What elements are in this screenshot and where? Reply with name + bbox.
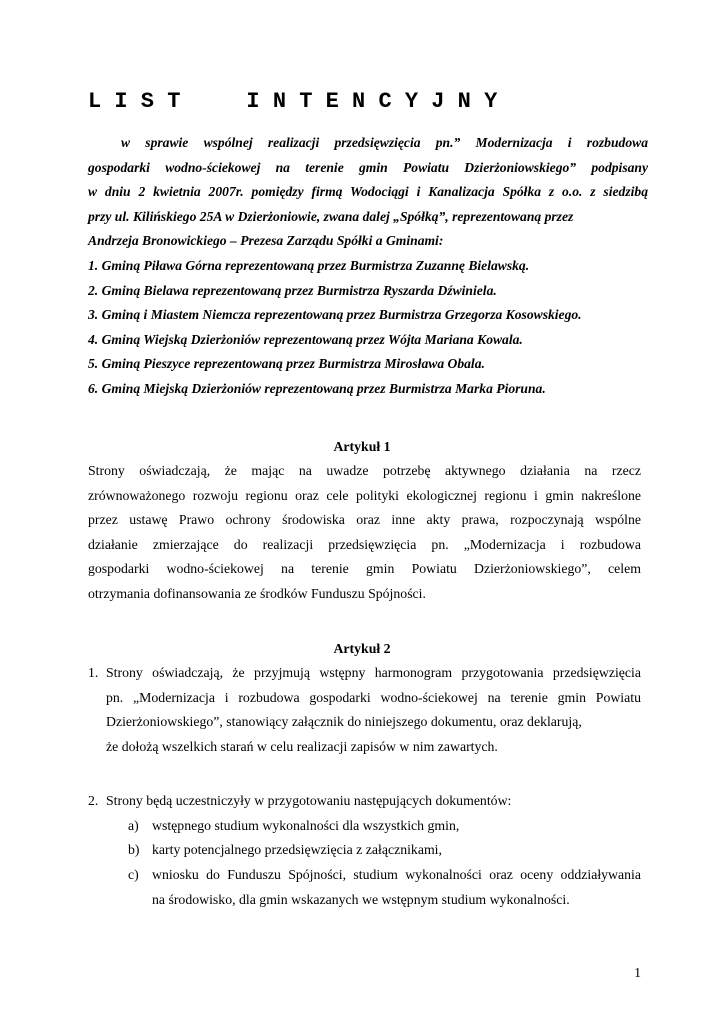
document-title: L I S T I N T E N C Y J N Y: [88, 89, 498, 114]
party-line: 6. Gminą Miejską Dzierżoniów reprezentowaną przez Burmistrza Marka Pioruna.: [88, 380, 546, 396]
point-1-line: pn. „Modernizacja i rozbudowa gospodarki wodno-ściekowej na terenie gmin Powiatu: [106, 689, 641, 705]
party-line: 4. Gminą Wiejską Dzierżoniów reprezentowaną przez Wójta Mariana Kowala.: [88, 331, 523, 347]
intro-line: gospodarki wodno-ściekowej na terenie gmin Powiatu Dzierżoniowskiego” podpisany: [88, 159, 648, 175]
article-1-line: działanie zmierzające do realizacji przedsięwzięcia pn. „Modernizacja i rozbudowa: [88, 536, 641, 552]
article-1-body: [88, 462, 641, 610]
point-1-line: że dołożą wszelkich starań w celu realizacji zapisów w nim zawartych.: [106, 738, 498, 754]
page-number: 1: [634, 965, 641, 980]
subitem-b-label: b): [128, 842, 140, 857]
subitem-a: [152, 817, 641, 842]
subitem-line: karty potencjalnego przedsięwzięcia z załącznikami,: [152, 842, 442, 857]
subitem-line: na środowisko, dla gmin wskazanych we wstępnym studium wykonalności.: [152, 891, 570, 907]
subitem-line: wniosku do Funduszu Spójności, studium wykonalności oraz oceny oddziaływania: [152, 867, 641, 882]
article-1-line: zrównoważonego rozwoju regionu oraz cele polityki ekologicznej regionu i gmin nakreślone: [88, 487, 641, 503]
article-2-heading: Artykuł 2: [333, 641, 391, 656]
subitem-c: [152, 866, 641, 915]
intro-line: Andrzeja Bronowickiego – Prezesa Zarządu Spółki a Gminami:: [88, 233, 444, 249]
subitem-line: wstępnego studium wykonalności dla wszystkich gmin,: [152, 818, 460, 833]
party-line: 1. Gminą Piława Górna reprezentowaną przez Burmistrza Zuzannę Bielawską.: [88, 257, 530, 273]
intro-line: przy ul. Kilińskiego 25A w Dzierżoniowie, zwana dalej „Spółką”, reprezentowaną przez: [88, 208, 574, 224]
point-2-text: Strony będą uczestniczyły w przygotowaniu następujących dokumentów:: [106, 793, 512, 808]
point-1-body: [106, 664, 641, 762]
point-1-number: 1.: [88, 665, 99, 680]
article-1-line: gospodarki wodno-ściekowej na terenie gmin Powiatu Dzierżoniowskiego”, celem: [88, 561, 641, 577]
article-1-heading: Artykuł 1: [333, 439, 391, 454]
party-line: 2. Gminą Bielawa reprezentowaną przez Burmistrza Ryszarda Dźwiniela.: [88, 282, 497, 298]
article-1-line: otrzymania dofinansowania ze środków Funduszu Spójności.: [88, 585, 426, 601]
subitem-a-label: a): [128, 818, 139, 833]
party-line: 5. Gminą Pieszyce reprezentowaną przez Burmistrza Mirosława Obala.: [88, 356, 485, 372]
point-1-line: Dzierżoniowskiego”, stanowiący załącznik do niniejszego dokumentu, oraz deklarują,: [106, 714, 582, 730]
point-1-line: Strony oświadczają, że przyjmują wstępny harmonogram przygotowania przedsięwzięcia: [106, 665, 641, 680]
subitem-b: [152, 841, 641, 866]
point-2-body: [106, 792, 641, 817]
intro-section: [88, 134, 648, 405]
intro-line: w sprawie wspólnej realizacji przedsięwzięcia pn.” Modernizacja i rozbudowa: [121, 135, 648, 150]
article-1-line: Strony oświadczają, że mając na uwadze potrzebę aktywnego działania na rzecz: [88, 463, 641, 478]
party-line: 3. Gminą i Miastem Niemcza reprezentowaną przez Burmistrza Grzegorza Kosowskiego.: [88, 307, 582, 323]
point-2-number: 2.: [88, 793, 99, 808]
subitem-c-label: c): [128, 867, 139, 882]
article-1-line: przez ustawę Prawo ochrony środowiska oraz inne akty prawa, rozpoczynają wspólne: [88, 512, 641, 528]
intro-line: w dniu 2 kwietnia 2007r. pomiędzy firmą Wodociągi i Kanalizacja Spółka z o.o. z siedzibą: [88, 184, 648, 200]
